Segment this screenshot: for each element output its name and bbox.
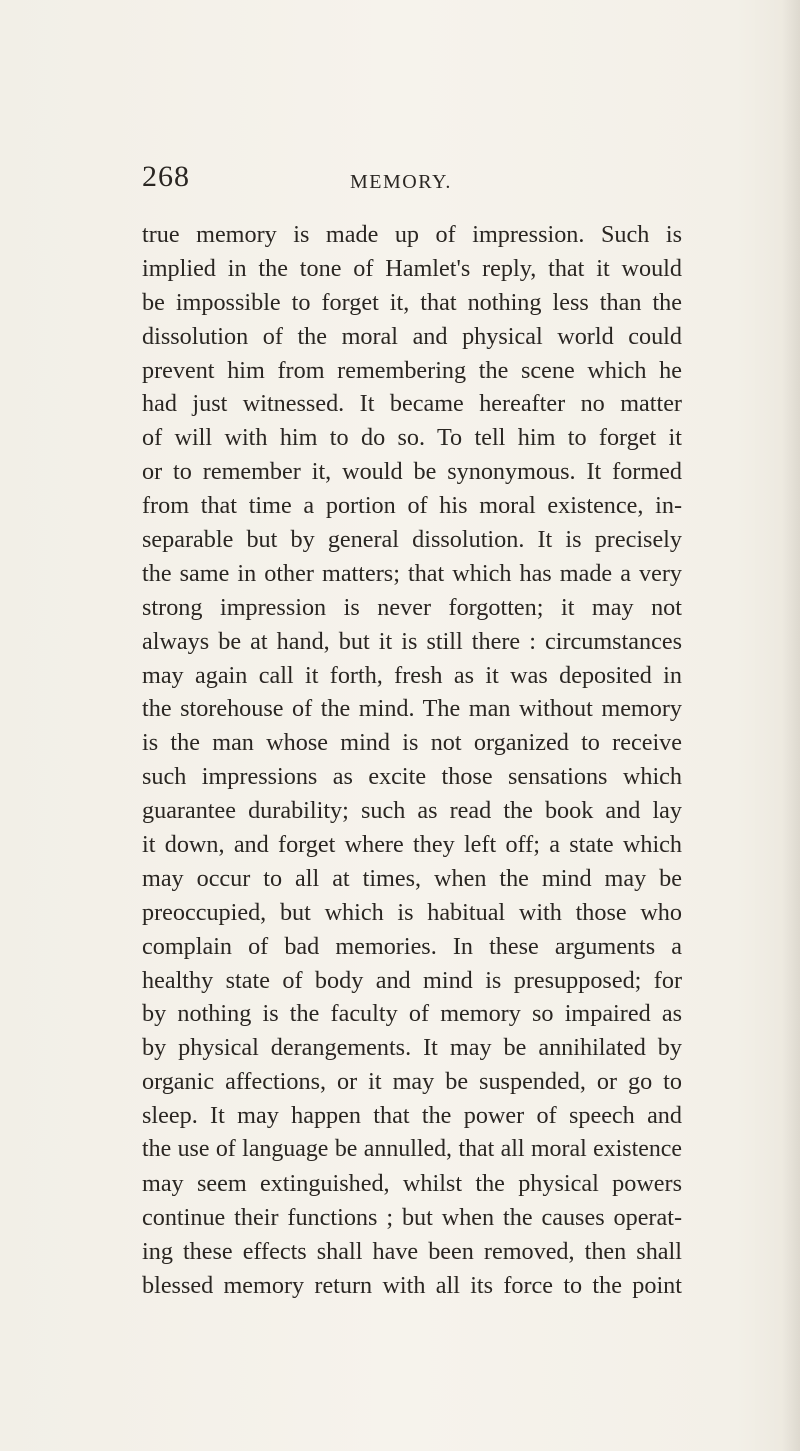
text-line: always be at hand, but it is still there : circumstances (142, 627, 682, 655)
text-line: may again call it forth, fresh as it was deposited in (142, 661, 682, 689)
text-line: the use of language be annulled, that all moral existence (142, 1136, 682, 1163)
body-text (142, 218, 682, 1303)
text-line: prevent him from remembering the scene which he (142, 356, 682, 384)
text-line: strong impression is never forgotten; it may not (142, 593, 682, 621)
text-line: is the man whose mind is not organized to receive (142, 729, 682, 757)
text-line: separable but by general dissolution. It is precisely (142, 526, 682, 554)
text-line: sleep. It may happen that the power of speech and (142, 1102, 682, 1130)
text-line: had just witnessed. It became hereafter no matter (142, 390, 682, 418)
text-line: the storehouse of the mind. The man without memory (142, 695, 682, 723)
page-header (142, 162, 682, 202)
text-line: by physical derangements. It may be annihilated by (142, 1034, 682, 1062)
text-line: may seem extinguished, whilst the physical powers (142, 1169, 682, 1197)
page-edge-shadow (782, 0, 800, 1451)
text-line: of will with him to do so. To tell him to forget it (142, 424, 682, 452)
text-line: such impressions as excite those sensations which (142, 763, 682, 791)
text-line: implied in the tone of Hamlet's reply, that it would (142, 254, 682, 282)
text-line: healthy state of body and mind is presupposed; for (142, 966, 682, 994)
text-line: ing these effects shall have been removed, then shall (142, 1237, 682, 1265)
text-line: the same in other matters; that which has made a very (142, 559, 682, 587)
text-line: continue their functions ; but when the causes operat- (142, 1203, 682, 1231)
text-line: be impossible to forget it, that nothing less than the (142, 288, 682, 316)
text-line: by nothing is the faculty of memory so impaired as (142, 1000, 682, 1028)
text-line: dissolution of the moral and physical world could (142, 322, 682, 350)
text-line: may occur to all at times, when the mind may be (142, 864, 682, 892)
running-head: MEMORY. (350, 171, 452, 193)
text-line: blessed memory return with all its force to the point (142, 1271, 682, 1299)
text-line: preoccupied, but which is habitual with those who (142, 898, 682, 926)
text-line: organic affections, or it may be suspended, or go to (142, 1068, 682, 1096)
text-line: from that time a portion of his moral existence, in- (142, 492, 682, 520)
text-line: it down, and forget where they left off; a state which (142, 831, 682, 859)
text-line: true memory is made up of impression. Such is (142, 221, 682, 248)
text-line: or to remember it, would be synonymous. It formed (142, 458, 682, 486)
page-number: 268 (142, 160, 190, 193)
text-line: guarantee durability; such as read the book and lay (142, 797, 682, 825)
text-line: complain of bad memories. In these arguments a (142, 932, 682, 960)
